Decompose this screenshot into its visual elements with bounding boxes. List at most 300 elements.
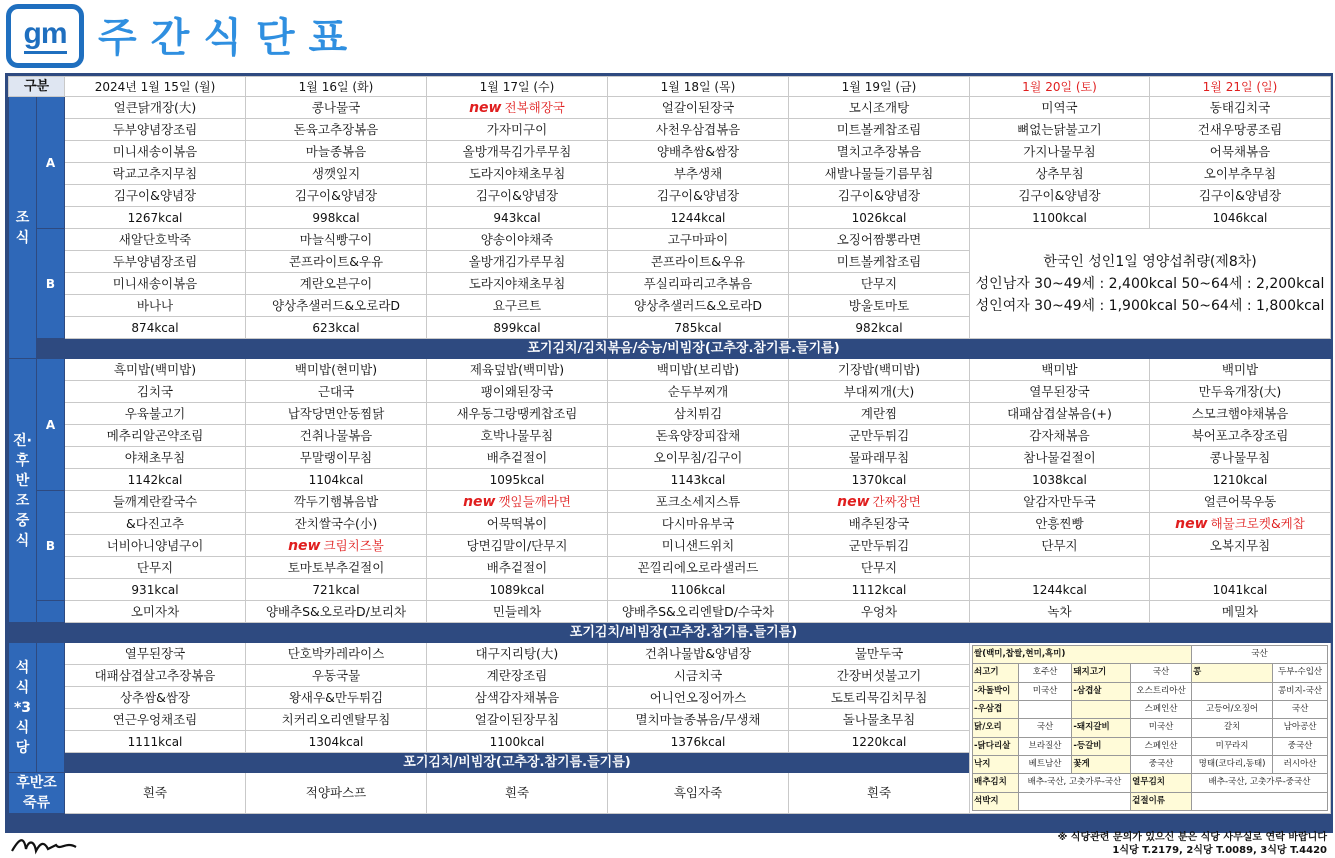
new-badge: new: [469, 99, 502, 116]
origin-cell: [1191, 792, 1327, 810]
menu-item: [427, 381, 608, 403]
menu-item-text: 올방개김가루무침: [468, 253, 566, 269]
sub-label-b: B: [37, 229, 65, 339]
kcal-cell: 1142kcal: [65, 469, 246, 491]
menu-item: [608, 491, 789, 513]
menu-item-text: 김구이&양념장: [837, 187, 921, 203]
origin-cell: -돼지갈비: [1072, 719, 1131, 737]
menu-item: [246, 557, 427, 579]
menu-item-text: 부대찌개(大): [843, 383, 915, 399]
menu-item-text: 양송이야채죽: [480, 231, 554, 247]
signature-mark: [10, 833, 80, 857]
kcal-cell: 1304kcal: [246, 731, 427, 753]
origin-cell: [1191, 682, 1272, 700]
kcal-cell: 998kcal: [246, 207, 427, 229]
menu-item-text: 김구이&양념장: [1018, 187, 1101, 203]
menu-row: [9, 229, 1331, 251]
menu-item: [65, 447, 246, 469]
origin-cell: 배추-국산, 고춧가루-중국산: [1191, 774, 1327, 792]
day-header: 1월 20일 (토): [970, 77, 1150, 97]
menu-item: [65, 557, 246, 579]
menu-item-text: 흑미밥(백미밥): [113, 361, 197, 377]
new-badge: new: [288, 537, 321, 554]
menu-item-text: 콩나물무침: [1209, 449, 1271, 465]
menu-item-text: 백미밥(보리밥): [656, 361, 740, 377]
menu-item-text: 군만두튀김: [848, 537, 910, 553]
menu-item-text: 우동국물: [311, 667, 361, 683]
menu-item-text: 김치국: [136, 383, 174, 399]
origin-grid: [972, 645, 1328, 811]
menu-item-text: 멸치마늘종볶음/무생채: [635, 711, 761, 727]
menu-item: [608, 273, 789, 295]
origin-cell: 꽃게: [1072, 755, 1131, 773]
menu-item-text: 단무지: [860, 559, 898, 575]
origin-cell: 콩비지-국산: [1273, 682, 1328, 700]
day-header: 1월 18일 (목): [608, 77, 789, 97]
menu-item: [608, 359, 789, 381]
menu-item-text: 어니언오징어까스: [649, 689, 747, 705]
menu-item: [608, 643, 789, 665]
menu-item-text: 돈육양장피잡채: [655, 427, 741, 443]
tea-cell: 우엉차: [789, 601, 970, 623]
new-badge: new: [463, 493, 496, 510]
menu-item: [970, 119, 1150, 141]
menu-item-text: 락교고추지무침: [112, 165, 198, 181]
menu-item-text: 안흥찐빵: [1035, 515, 1084, 531]
menu-item-text: 미역국: [1041, 99, 1078, 115]
menu-item-text: 배추된장국: [848, 515, 910, 531]
menu-item-text: 새우동그랑땡케찹조림: [456, 405, 578, 421]
menu-item: [789, 251, 970, 273]
menu-item: [789, 665, 970, 687]
kcal-cell: 1041kcal: [1150, 579, 1331, 601]
origin-cell: [1018, 700, 1072, 718]
menu-item: [789, 403, 970, 425]
origin-cell: -등갈비: [1072, 737, 1131, 755]
menu-item-text: 푸실리파리고추볶음: [643, 275, 753, 291]
menu-item-text: 참나물겉절이: [1023, 449, 1096, 465]
menu-item: [246, 163, 427, 185]
menu-item-text: 백미밥: [1221, 361, 1259, 377]
menu-item-text: 어묵떡볶이: [486, 515, 548, 531]
side-dish-band: 포기김치/비빔장(고추장.참기름.들기름): [37, 623, 1331, 643]
menu-item-text: 모시조개탕: [848, 99, 910, 115]
sub-spacer: [37, 643, 65, 773]
menu-item: [65, 709, 246, 731]
menu-item: [789, 687, 970, 709]
sub-label-a: A: [37, 359, 65, 491]
kcal-cell: 1111kcal: [65, 731, 246, 753]
menu-row: [9, 643, 1331, 665]
menu-item: [789, 295, 970, 317]
menu-item: [970, 491, 1150, 513]
nutrition-male: 성인남자 30~49세 : 2,400kcal 50~64세 : 2,200kcal: [975, 275, 1325, 292]
origin-cell: -삼겹살: [1072, 682, 1131, 700]
menu-item-text: 호박나물무침: [480, 427, 554, 443]
kcal-cell: 1038kcal: [970, 469, 1150, 491]
menu-item: [65, 513, 246, 535]
menu-item: [789, 513, 970, 535]
menu-item: [246, 425, 427, 447]
origin-cell: 미국산: [1018, 682, 1072, 700]
menu-item-text: 김구이&양념장: [294, 187, 378, 203]
menu-item: [427, 229, 608, 251]
menu-item: [1150, 97, 1331, 119]
menu-item-text: 고구마파이: [667, 231, 729, 247]
menu-row: [9, 557, 1331, 579]
menu-item: [1150, 557, 1331, 579]
menu-item-text: 해물크로켓&케찹: [1210, 515, 1305, 531]
origin-cell: 돼지고기: [1072, 664, 1131, 682]
menu-item-text: 잔치쌀국수(小): [294, 515, 378, 531]
menu-item: [246, 447, 427, 469]
origin-cell: [1072, 700, 1131, 718]
origin-row: [973, 646, 1328, 664]
menu-item-text: 메추리알곤약조림: [106, 427, 204, 443]
menu-item-text: 감자채볶음: [1029, 427, 1090, 443]
origin-cell: 중국산: [1131, 755, 1192, 773]
menu-item-text: 김구이&양념장: [656, 187, 740, 203]
menu-item-text: 우육불고기: [124, 405, 186, 421]
menu-item-text: 콘프라이트&우유: [650, 253, 746, 269]
origin-cell: -차돌박이: [973, 682, 1019, 700]
new-badge: new: [1175, 515, 1208, 532]
band-spacer: [9, 623, 37, 643]
menu-item: [608, 513, 789, 535]
menu-item-text: 얼갈이된장국: [661, 99, 735, 115]
gubun-header: 구분: [9, 77, 65, 97]
origin-cell: 겉절이류: [1131, 792, 1192, 810]
gm-logo: [6, 4, 84, 68]
menu-item-text: 물만두국: [854, 645, 904, 661]
menu-row: [9, 425, 1331, 447]
menu-item-text: 연근우엉채조림: [112, 711, 198, 727]
kcal-cell: 899kcal: [427, 317, 608, 339]
menu-row: [9, 119, 1331, 141]
menu-item-text: 크림치즈볼: [323, 537, 384, 553]
porridge-cell: 적양파스프: [246, 773, 427, 814]
menu-item-text: 당면김말이/단무지: [466, 537, 568, 553]
menu-item-text: 제육덮밥(백미밥): [469, 361, 565, 377]
origin-cell: 미국산: [1131, 719, 1192, 737]
menu-item: [427, 295, 608, 317]
menu-item: [608, 665, 789, 687]
section-label: 후반조 죽류: [9, 773, 65, 814]
menu-item: [427, 273, 608, 295]
menu-item: [246, 251, 427, 273]
kcal-cell: 1267kcal: [65, 207, 246, 229]
menu-item-text: 상추쌈&쌈장: [119, 689, 191, 705]
menu-item: [789, 425, 970, 447]
menu-item: [789, 97, 970, 119]
kcal-cell: 874kcal: [65, 317, 246, 339]
kcal-cell: 1370kcal: [789, 469, 970, 491]
menu-item: [427, 643, 608, 665]
menu-item-text: 간장버섯불고기: [836, 667, 922, 683]
tea-cell: 민들레차: [427, 601, 608, 623]
menu-item: [65, 687, 246, 709]
side-dish-band: 포기김치/비빔장(고추장.참기름.들기름): [65, 753, 970, 773]
menu-item-text: 돌나물초무침: [842, 711, 916, 727]
menu-item-text: 양상추샐러드&오로라D: [271, 297, 401, 313]
menu-item-text: 치커리오리엔탈무침: [281, 711, 391, 727]
menu-item: [246, 295, 427, 317]
menu-item: [970, 403, 1150, 425]
menu-item-text: 물파래무침: [848, 449, 910, 465]
menu-item: [970, 163, 1150, 185]
menu-item: [65, 163, 246, 185]
menu-item-text: 오이무침/김구이: [653, 449, 743, 465]
origin-cell: 브라질산: [1018, 737, 1072, 755]
menu-item-text: 단무지: [1041, 537, 1078, 553]
menu-item-text: 양배추쌈&쌈장: [656, 143, 740, 159]
kcal-row: [9, 579, 1331, 601]
menu-item-text: 대패삼겹살볶음(+): [1007, 405, 1112, 421]
menu-item: [1150, 381, 1331, 403]
kcal-cell: 1100kcal: [970, 207, 1150, 229]
kcal-cell: 785kcal: [608, 317, 789, 339]
kcal-cell: 1376kcal: [608, 731, 789, 753]
footnote: [1058, 831, 1327, 857]
menu-item: [608, 557, 789, 579]
kcal-cell: 1046kcal: [1150, 207, 1331, 229]
section-label: 전·후반조 중식: [9, 359, 37, 623]
menu-item-text: 단호박카레라이스: [287, 645, 385, 661]
menu-item-text: 도라지야채초무침: [468, 275, 566, 291]
menu-item: [246, 709, 427, 731]
menu-item: [608, 381, 789, 403]
origin-cell: 남아공산: [1273, 719, 1328, 737]
porridge-cell: 흰죽: [789, 773, 970, 814]
menu-item-text: 계란오븐구이: [299, 275, 373, 291]
menu-item-text: 알감자만두국: [1023, 493, 1096, 509]
sub-label-b: B: [37, 491, 65, 601]
origin-cell: 낙지: [973, 755, 1019, 773]
menu-item: [65, 403, 246, 425]
menu-item: [427, 709, 608, 731]
menu-item: [65, 273, 246, 295]
side-dish-band: 포기김치/김치볶음/숭늉/비빔장(고추장.참기름.들기름): [37, 339, 1331, 359]
menu-item: [789, 273, 970, 295]
menu-item: [608, 229, 789, 251]
menu-item-text: 계란찜: [860, 405, 898, 421]
kcal-cell: 721kcal: [246, 579, 427, 601]
menu-item-text: 만두육개장(大): [1198, 383, 1282, 399]
menu-item: [65, 665, 246, 687]
menu-item-text: 꼰낄리에오로라샐러드: [637, 559, 759, 575]
origin-cell: 국산: [1191, 646, 1327, 664]
menu-row: [9, 381, 1331, 403]
band-row: [9, 623, 1331, 643]
menu-item: [427, 163, 608, 185]
page-title: 주간식단표: [98, 15, 362, 61]
menu-item-text: 야채초무침: [124, 449, 186, 465]
menu-item-text: 북어포고추장조림: [1191, 427, 1289, 443]
menu-item-text: 도토리묵김치무침: [830, 689, 928, 705]
menu-item: [65, 425, 246, 447]
nutrition-female: 성인여자 30~49세 : 1,900kcal 50~64세 : 1,800kcal: [975, 297, 1325, 314]
kcal-cell: 931kcal: [65, 579, 246, 601]
menu-item: [789, 709, 970, 731]
menu-item: [608, 185, 789, 207]
menu-row: [9, 513, 1331, 535]
menu-item-text: 군만두튀김: [848, 427, 910, 443]
menu-item: [789, 643, 970, 665]
menu-item: [1150, 163, 1331, 185]
menu-item: [427, 687, 608, 709]
menu-item: [608, 295, 789, 317]
menu-row: [9, 535, 1331, 557]
kcal-row: [9, 207, 1331, 229]
menu-item: [427, 535, 608, 557]
menu-item: [608, 141, 789, 163]
day-header: 1월 21일 (일): [1150, 77, 1331, 97]
menu-item-text: 마늘식빵구이: [299, 231, 373, 247]
menu-item-text: 왕새우&만두튀김: [288, 689, 384, 705]
menu-row: [9, 359, 1331, 381]
menu-item: [789, 491, 970, 513]
origin-row: [973, 737, 1328, 755]
menu-item: [427, 491, 608, 513]
menu-item-text: 다시마유부국: [661, 515, 735, 531]
porridge-cell: 흰죽: [65, 773, 246, 814]
menu-item-text: 간짜장면: [872, 493, 921, 509]
menu-item: [427, 119, 608, 141]
kcal-cell: 1220kcal: [789, 731, 970, 753]
menu-item-text: 깍두기햄볶음밥: [293, 493, 379, 509]
tea-cell: 오미자차: [65, 601, 246, 623]
menu-item: [970, 513, 1150, 535]
menu-item-text: 포크소세지스튜: [655, 493, 741, 509]
menu-item-text: 들깨계란칼국수: [112, 493, 198, 509]
day-header: 1월 16일 (화): [246, 77, 427, 97]
menu-item-text: 무말랭이무침: [299, 449, 373, 465]
tea-cell: 메밀차: [1150, 601, 1331, 623]
porridge-cell: 흑임자죽: [608, 773, 789, 814]
origin-table: [970, 643, 1331, 814]
menu-row: [9, 491, 1331, 513]
menu-item-text: 요구르트: [492, 297, 542, 313]
menu-item-text: 백미밥: [1041, 361, 1078, 377]
menu-row: [9, 447, 1331, 469]
menu-item: [970, 447, 1150, 469]
menu-item: [65, 643, 246, 665]
menu-item: [789, 163, 970, 185]
menu-item: [970, 425, 1150, 447]
menu-item: [427, 359, 608, 381]
kcal-cell: 1100kcal: [427, 731, 608, 753]
menu-item: [246, 185, 427, 207]
menu-table: [8, 76, 1331, 814]
menu-item: [1150, 535, 1331, 557]
origin-cell: 베트남산: [1018, 755, 1072, 773]
menu-item: [789, 557, 970, 579]
menu-item-text: 스모크햄야채볶음: [1191, 405, 1289, 421]
kcal-cell: 1095kcal: [427, 469, 608, 491]
menu-item-text: 콘프라이트&우유: [288, 253, 384, 269]
menu-item-text: 올방개묵김가루무침: [462, 143, 572, 159]
menu-item-text: 건새우땅콩조림: [1197, 121, 1283, 137]
kcal-cell: 1104kcal: [246, 469, 427, 491]
band-row: [9, 339, 1331, 359]
menu-item-text: 삼색감자채볶음: [474, 689, 560, 705]
menu-item: [427, 557, 608, 579]
origin-row: [973, 719, 1328, 737]
menu-item: [246, 513, 427, 535]
menu-item: [1150, 359, 1331, 381]
menu-item: [427, 665, 608, 687]
kcal-cell: 1143kcal: [608, 469, 789, 491]
menu-item: [608, 709, 789, 731]
menu-item: [608, 403, 789, 425]
kcal-cell: 1089kcal: [427, 579, 608, 601]
menu-item-text: 방울토마토: [848, 297, 910, 313]
origin-cell: 중국산: [1273, 737, 1328, 755]
origin-cell: 명태(코다리,동태): [1191, 755, 1272, 773]
origin-row: [973, 682, 1328, 700]
day-header: 2024년 1월 15일 (월): [65, 77, 246, 97]
tea-cell: 양배추S&오리엔탈D/수국차: [608, 601, 789, 623]
menu-item: [1150, 447, 1331, 469]
origin-cell: 쌀(백미,찹쌀,현미,흑미): [973, 646, 1192, 664]
menu-item-text: 전복해장국: [504, 99, 565, 115]
menu-item: [789, 141, 970, 163]
menu-item: [608, 119, 789, 141]
origin-cell: 호주산: [1018, 664, 1072, 682]
menu-row: [9, 141, 1331, 163]
menu-row: [9, 403, 1331, 425]
menu-item: [1150, 141, 1331, 163]
menu-item: [970, 535, 1150, 557]
menu-item: [970, 359, 1150, 381]
origin-row: [973, 664, 1328, 682]
menu-item: [608, 97, 789, 119]
nutrition-info: [970, 229, 1331, 339]
menu-item: [970, 185, 1150, 207]
menu-item: [608, 687, 789, 709]
menu-item: [1150, 119, 1331, 141]
menu-item: [608, 535, 789, 557]
menu-item-text: 삼치튀김: [673, 405, 723, 421]
logo-text: gm: [24, 19, 67, 54]
menu-item-text: &다진고추: [125, 515, 185, 531]
kcal-cell: 1210kcal: [1150, 469, 1331, 491]
menu-item-text: 오징어짬뽕라면: [836, 231, 922, 247]
menu-item: [246, 643, 427, 665]
kcal-row: [9, 469, 1331, 491]
menu-item: [246, 229, 427, 251]
menu-item-text: 사천우삼겹볶음: [655, 121, 741, 137]
menu-row: [9, 163, 1331, 185]
menu-item: [789, 381, 970, 403]
header-row: [9, 77, 1331, 97]
menu-item-text: 근대국: [317, 383, 355, 399]
menu-item: [427, 97, 608, 119]
menu-item-text: 두부양념장조림: [112, 253, 198, 269]
menu-item-text: 오이부추무침: [1203, 165, 1277, 181]
origin-cell: 갈치: [1191, 719, 1272, 737]
origin-cell: -우삼겹: [973, 700, 1019, 718]
menu-item: [427, 185, 608, 207]
menu-item: [246, 535, 427, 557]
origin-cell: 스페인산: [1131, 737, 1192, 755]
menu-item: [246, 273, 427, 295]
origin-cell: 닭/오리: [973, 719, 1019, 737]
day-header: 1월 17일 (수): [427, 77, 608, 97]
menu-item-text: 열무된장국: [124, 645, 186, 661]
menu-item: [65, 381, 246, 403]
menu-item: [427, 403, 608, 425]
